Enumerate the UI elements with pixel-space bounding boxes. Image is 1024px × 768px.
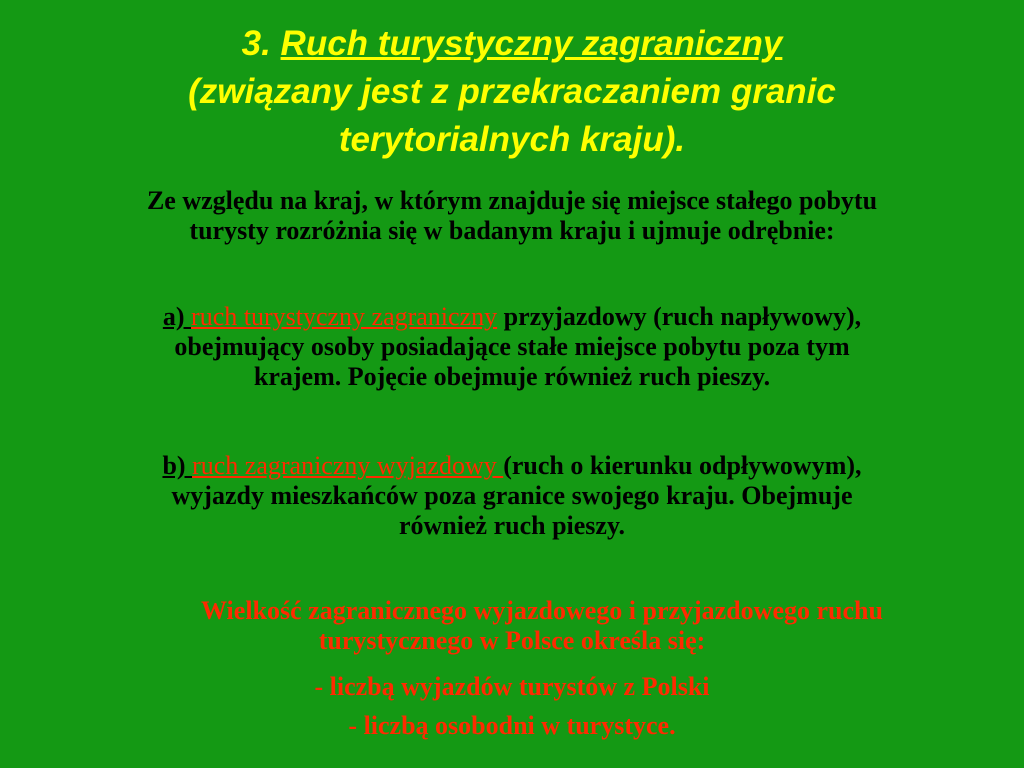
item-b-line-1 <box>20 451 1004 481</box>
summary-line-1: Wielkość zagranicznego wyjazdowego i przyjazdowego ruchu <box>201 596 883 625</box>
title-line-1 <box>40 20 984 68</box>
item-b-line-1-rest: (ruch o kierunku odpływowym), <box>503 451 862 480</box>
title-line-2: (związany jest z przekraczaniem granic <box>188 72 836 111</box>
item-a-term: ruch turystyczny zagraniczny <box>191 302 498 331</box>
intro-line-1: Ze względu na kraj, w którym znajduje się miejsce stałego pobytu <box>146 186 878 215</box>
slide-title <box>40 20 984 164</box>
item-b-line-3: również ruch pieszy. <box>398 511 626 540</box>
intro-paragraph <box>20 186 1004 246</box>
summary-bullet-2: - liczbą osobodni w turystyce. <box>348 711 676 740</box>
intro-line-2: turysty rozróżnia się w badanym kraju i ujmuje odrębnie: <box>189 216 835 245</box>
title-number: 3. <box>241 24 281 63</box>
item-b-line-2: wyjazdy mieszkańców poza granice swojego kraju. Obejmuje <box>171 481 853 510</box>
item-a-line-1-rest: przyjazdowy (ruch napływowy), <box>497 302 862 331</box>
summary-bullet-1: - liczbą wyjazdów turystów z Polski <box>314 672 710 701</box>
item-a-line-1 <box>20 302 1004 332</box>
summary-line-2: turystycznego w Polsce określa się: <box>318 626 706 655</box>
item-a-marker: a) <box>162 302 192 331</box>
title-line-3: terytorialnych kraju). <box>338 120 686 159</box>
item-b-paragraph <box>20 451 1004 541</box>
title-underlined: Ruch turystyczny zagraniczny <box>280 24 783 63</box>
item-a-line-2: obejmujący osoby posiadające stałe miejsce pobytu poza tym <box>174 332 850 361</box>
item-a-paragraph <box>20 302 1004 392</box>
item-b-marker: b) <box>162 451 193 480</box>
summary-paragraph <box>20 596 1004 656</box>
item-b-term: ruch zagraniczny wyjazdowy <box>192 451 504 480</box>
item-a-line-3: krajem. Pojęcie obejmuje również ruch pieszy. <box>253 362 771 391</box>
